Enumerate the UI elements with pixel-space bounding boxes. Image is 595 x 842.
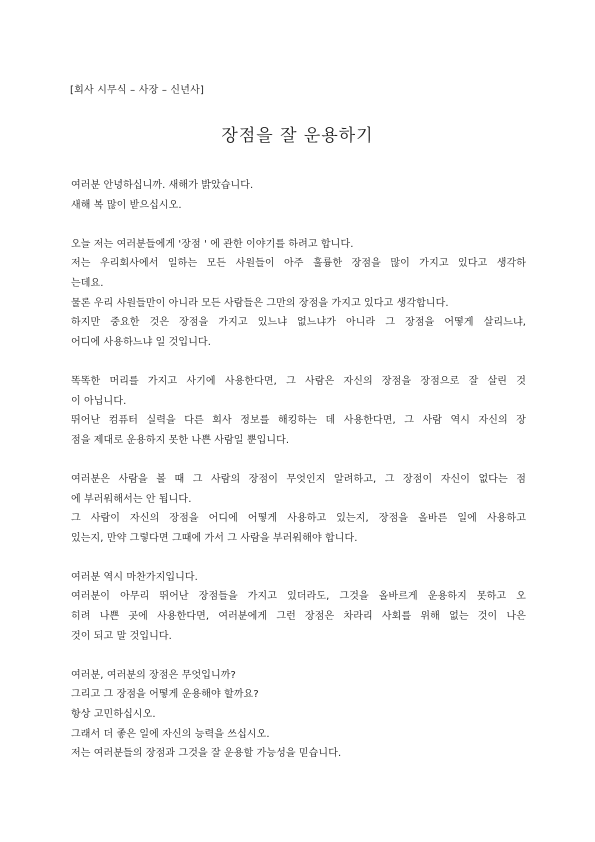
paragraph-line: 이 아닙니다. [71, 395, 127, 407]
paragraph-line: 저는 여러분들의 장점과 그것을 잘 운용할 가능성을 믿습니다. [71, 748, 342, 760]
paragraph-line: 여러분은 사람을 볼 때 그 사람의 장점이 무엇인지 알려하고, 그 장점이 자신이 없다는 점 [71, 473, 526, 485]
paragraph-line: 여러분 역시 마찬가지입니다. [71, 571, 198, 583]
paragraph [71, 176, 526, 215]
paragraph-line: 항상 고민하십시오. [71, 709, 156, 721]
paragraph [71, 568, 526, 646]
paragraph-line: 있는지, 만약 그렇다면 그때에 가서 그 사람을 부러워해야 합니다. [71, 532, 358, 544]
paragraph-line: 오늘 저는 여러분들에게 '장점 ' 에 관한 이야기를 하려고 합니다. [71, 238, 354, 250]
document-body [71, 176, 526, 764]
paragraph-line: 그리고 그 장점을 어떻게 운용해야 할까요? [71, 689, 259, 701]
paragraph-line: 저는 우리회사에서 일하는 모든 사원들이 아주 훌륭한 장점을 많이 가지고 있다고 생각하 [71, 258, 526, 270]
paragraph-line: 새해 복 많이 받으십시오. [71, 199, 182, 211]
paragraph-line: 그래서 더 좋은 일에 자신의 능력을 쓰십시오. [71, 728, 270, 740]
paragraph [71, 235, 526, 353]
paragraph-line: 어디에 사용하느냐 일 것입니다. [71, 336, 211, 348]
paragraph-line: 그 사람이 자신의 장점을 어디에 어떻게 사용하고 있는지, 장점을 올바른 일에 사용하고 [71, 513, 526, 525]
paragraph [71, 666, 526, 764]
paragraph-line: 똑똑한 머리를 가지고 사기에 사용한다면, 그 사람은 자신의 장점을 장점으로 잘 살린 것 [71, 375, 526, 387]
paragraph-line: 물론 우리 사원들만이 아니라 모든 사람들은 그만의 장점을 가지고 있다고 생각합니다. [71, 297, 449, 309]
paragraph-line: 는데요. [71, 277, 104, 289]
document-title: 장점을 잘 운용하기 [221, 126, 374, 146]
paragraph-line: 뛰어난 컴퓨터 실력을 다른 회사 정보를 해킹하는 데 사용한다면, 그 사람 역시 자신의 장 [71, 415, 526, 427]
paragraph-line: 것이 되고 말 것입니다. [71, 630, 172, 642]
paragraph-line: 하지만 중요한 것은 장점을 가지고 있느냐 없느냐가 아니라 그 장점을 어떻게 살리느냐, [71, 317, 526, 329]
paragraph-line: 여러분 안녕하십니까. 새해가 밝았습니다. [71, 180, 254, 191]
paragraph-line: 히려 나쁜 곳에 사용한다면, 여러분에게 그런 장점은 차라리 사회를 위해 없는 것이 나은 [71, 611, 526, 623]
header-tag: [회사 시무식 – 사장 – 신년사] [70, 85, 205, 96]
paragraph-line: 여러분이 아무리 뛰어난 장점들을 가지고 있더라도, 그것을 올바르게 운용하지 못하고 오 [71, 591, 526, 603]
paragraph-line: 에 부러워해서는 안 됩니다. [71, 493, 192, 505]
paragraph [71, 470, 526, 548]
paragraph-line: 여러분, 여러분의 장점은 무엇입니까? [71, 669, 236, 681]
paragraph [71, 372, 526, 450]
paragraph-line: 점을 제대로 운용하지 못한 나쁜 사람일 뿐입니다. [71, 434, 290, 446]
